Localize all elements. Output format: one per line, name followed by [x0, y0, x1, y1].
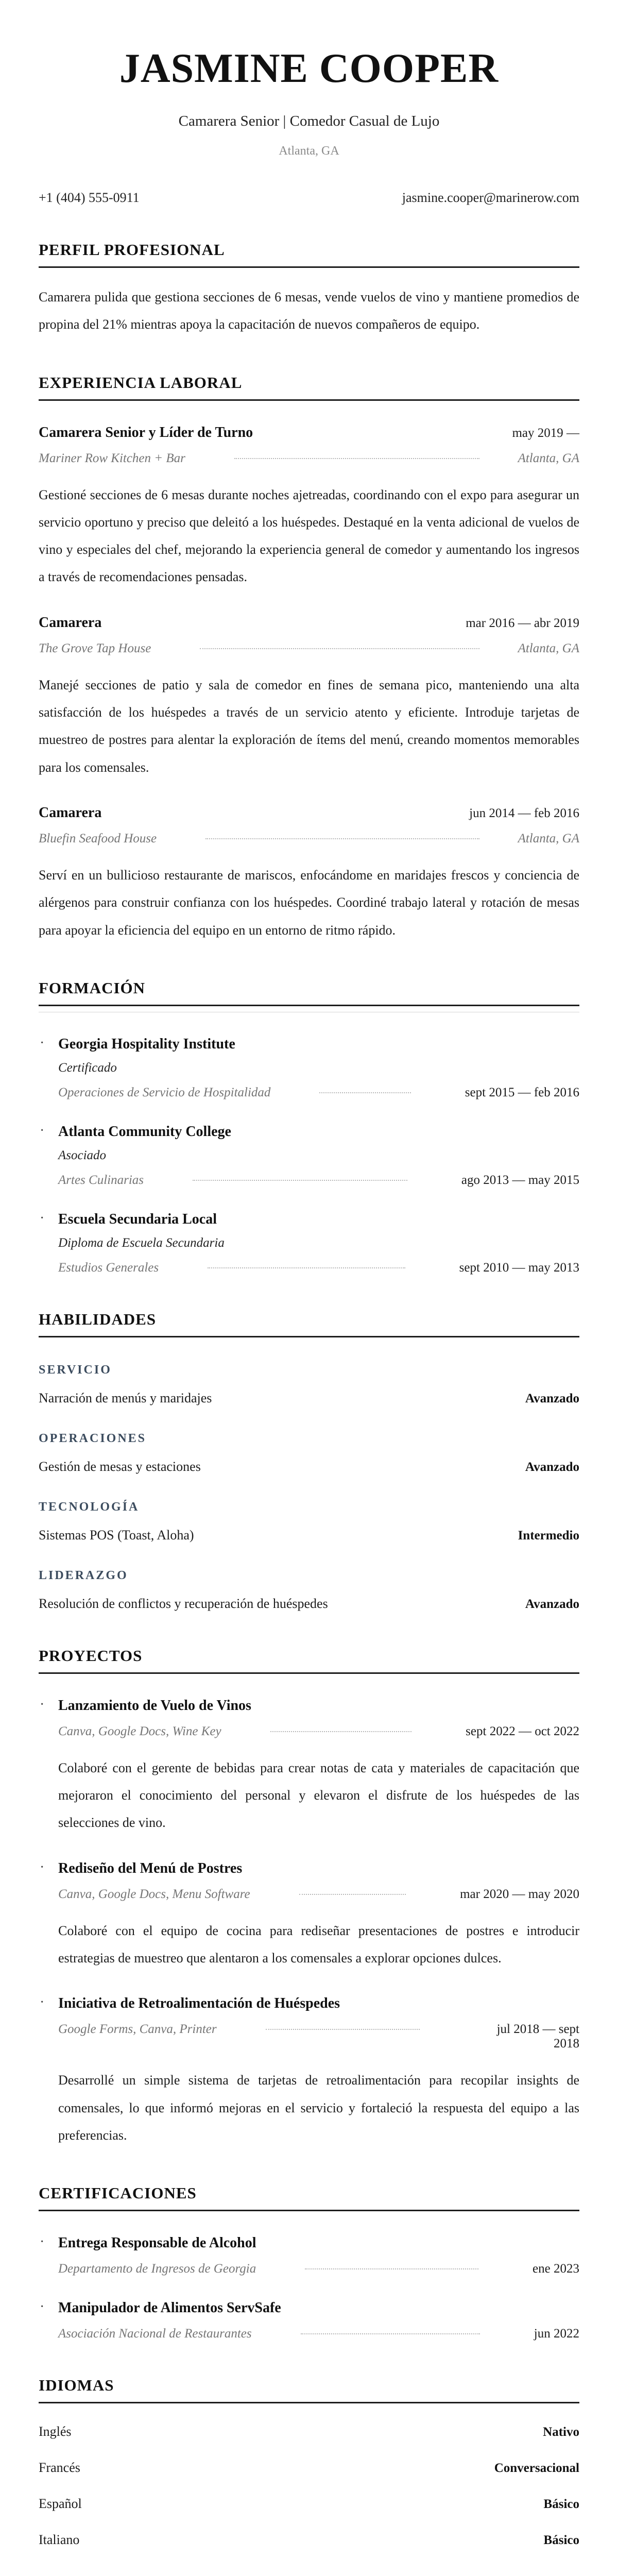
section-title-languages: IDIOMAS: [39, 2376, 579, 2403]
job-dates: may 2019 —: [512, 426, 579, 440]
section-title-education: FORMACIÓN: [39, 979, 579, 1006]
bullet-dot-icon: ·: [40, 1859, 45, 1875]
project-name: Iniciativa de Retroalimentación de Huéspedes: [58, 1995, 340, 2012]
section-languages: [39, 2376, 579, 2548]
skill-row: [39, 1459, 579, 1475]
dotted-leader: [301, 2333, 480, 2334]
skill-name: Resolución de conflictos y recuperación de huéspedes: [39, 1596, 328, 1611]
section-profile: [39, 241, 579, 338]
language-row: [39, 2532, 579, 2548]
skill-row: [39, 1528, 579, 1543]
job-title-row: [39, 425, 579, 441]
language-level: Conversacional: [494, 2461, 579, 2476]
skill-group: [39, 1363, 579, 1406]
skill-level: Avanzado: [525, 1460, 579, 1474]
job-title: Camarera: [39, 804, 102, 821]
skill-row: [39, 1391, 579, 1406]
project-tools-row: [58, 1724, 579, 1739]
project-tools: Canva, Google Docs, Menu Software: [58, 1887, 250, 1901]
certification-issuer: Departamento de Ingresos de Georgia: [58, 2262, 256, 2276]
dotted-leader: [305, 2268, 478, 2269]
job-title-row: [39, 805, 579, 821]
education-entry: [39, 1211, 579, 1275]
language-name: Inglés: [39, 2424, 72, 2439]
dotted-leader: [193, 1180, 407, 1181]
skill-category: LIDERAZGO: [39, 1568, 128, 1582]
skill-level: Avanzado: [525, 1391, 579, 1405]
profile-text: Camarera pulida que gestiona secciones de 6 mesas, vende vuelos de vino y mantiene promedios de propina del 21% mientras apoya la capacitación de nuevos compañeros de equipo.: [39, 290, 579, 332]
school-name: Georgia Hospitality Institute: [58, 1036, 235, 1052]
education-dates: ago 2013 — may 2015: [461, 1173, 579, 1187]
education-entry: [39, 1036, 579, 1100]
dotted-leader: [208, 1267, 405, 1268]
section-education: [39, 979, 579, 1275]
project-name: Rediseño del Menú de Postres: [58, 1860, 243, 1876]
skill-name: Gestión de mesas y estaciones: [39, 1459, 201, 1474]
project-tools: Google Forms, Canva, Printer: [58, 2022, 217, 2037]
field-of-study: Artes Culinarias: [58, 1173, 144, 1187]
section-title-skills: HABILIDADES: [39, 1310, 579, 1337]
section-skills: [39, 1310, 579, 1612]
field-row: [58, 1261, 579, 1275]
language-level: Básico: [543, 2533, 579, 2548]
field-of-study: Operaciones de Servicio de Hospitalidad: [58, 1085, 271, 1099]
skill-group: [39, 1569, 579, 1612]
job-title-row: [39, 615, 579, 631]
job-dates: mar 2016 — abr 2019: [466, 616, 579, 630]
skill-category: SERVICIO: [39, 1363, 112, 1377]
education-dates: sept 2015 — feb 2016: [465, 1085, 579, 1099]
project-tools-row: [58, 1887, 579, 1902]
section-title-projects: PROYECTOS: [39, 1647, 579, 1674]
dotted-leader: [234, 458, 479, 459]
language-name: Italiano: [39, 2532, 80, 2548]
project-entry: [39, 1698, 579, 1837]
certification-name: Entrega Responsable de Alcohol: [58, 2235, 256, 2251]
project-entry: [39, 1860, 579, 1972]
project-dates: sept 2022 — oct 2022: [466, 1724, 579, 1738]
certification-issuer: Asociación Nacional de Restaurantes: [58, 2327, 252, 2341]
job-location: Atlanta, GA: [518, 641, 579, 655]
bullet-dot-icon: ·: [40, 1994, 45, 2011]
job-dates: jun 2014 — feb 2016: [469, 806, 579, 820]
certification-date: jun 2022: [534, 2327, 579, 2341]
language-level: Nativo: [543, 2425, 579, 2439]
project-description: Colaboré con el gerente de bebidas para crear notas de cata y materiales de capacitación que mejoraron el conocimiento del personal y elevaron el disfrute de los huéspedes de las selecciones de vino.: [58, 1760, 579, 1831]
project-entry: [39, 1995, 579, 2149]
person-location: Atlanta, GA: [279, 144, 339, 158]
job-company: Bluefin Seafood House: [39, 831, 157, 845]
bullet-dot-icon: ·: [40, 2234, 45, 2250]
section-title-profile: PERFIL PROFESIONAL: [39, 241, 579, 268]
dotted-leader: [270, 1731, 412, 1732]
degree-name: Asociado: [58, 1148, 107, 1162]
section-projects: [39, 1647, 579, 2149]
dotted-leader: [266, 2029, 420, 2030]
certification-issuer-row: [58, 2327, 579, 2341]
job-description: Manejé secciones de patio y sala de comedor en fines de semana pico, manteniendo una alta satisfacción de los huéspedes a través de un servicio atento y eficiente. Introduje tarjetas de muestreo de postres para alentar la exploración de ítems del menú, creando momentos memorables para los comensales.: [39, 677, 579, 775]
person-headline: Camarera Senior | Comedor Casual de Lujo: [178, 113, 440, 129]
project-name: Lanzamiento de Vuelo de Vinos: [58, 1697, 251, 1714]
bullet-dot-icon: ·: [40, 2299, 45, 2315]
job-entry: [39, 615, 579, 781]
certification-name: Manipulador de Alimentos ServSafe: [58, 2300, 281, 2316]
skill-level: Avanzado: [525, 1597, 579, 1611]
dotted-leader: [319, 1092, 410, 1093]
education-dates: sept 2010 — may 2013: [459, 1260, 579, 1275]
job-location: Atlanta, GA: [518, 451, 579, 465]
degree-name: Diploma de Escuela Secundaria: [58, 1235, 225, 1250]
dotted-leader: [205, 838, 479, 839]
job-company: The Grove Tap House: [39, 641, 151, 655]
phone-number: +1 (404) 555-0911: [39, 190, 140, 205]
skill-row: [39, 1596, 579, 1612]
job-location: Atlanta, GA: [518, 831, 579, 845]
skill-category: TECNOLOGÍA: [39, 1500, 140, 1514]
dotted-leader: [200, 648, 479, 649]
resume-header: [39, 45, 579, 206]
skill-name: Narración de menús y maridajes: [39, 1390, 212, 1405]
certification-entry: [39, 2300, 579, 2341]
language-name: Español: [39, 2496, 82, 2512]
school-name: Atlanta Community College: [58, 1123, 231, 1140]
job-company: Mariner Row Kitchen + Bar: [39, 451, 185, 465]
section-title-certifications: CERTIFICACIONES: [39, 2184, 579, 2211]
field-row: [58, 1086, 579, 1100]
skill-group: [39, 1500, 579, 1543]
bullet-dot-icon: ·: [40, 1122, 45, 1139]
bullet-dot-icon: ·: [40, 1035, 45, 1051]
skill-level: Intermedio: [518, 1528, 579, 1543]
bullet-dot-icon: ·: [40, 1696, 45, 1713]
language-name: Francés: [39, 2460, 80, 2476]
project-description: Desarrollé un simple sistema de tarjetas de retroalimentación para recopilar insights de comensales, lo que informó mejoras en el servicio y fortaleció la respuesta del equipo a las preferencias.: [58, 2073, 579, 2143]
person-name: JASMINE COOPER: [119, 46, 499, 91]
job-company-row: [39, 451, 579, 466]
skill-group: [39, 1432, 579, 1475]
section-certifications: [39, 2184, 579, 2341]
language-level: Básico: [543, 2497, 579, 2512]
certification-issuer-row: [58, 2262, 579, 2276]
email-address: jasmine.cooper@marinerow.com: [402, 190, 579, 205]
field-of-study: Estudios Generales: [58, 1260, 159, 1275]
certification-entry: [39, 2235, 579, 2276]
bullet-dot-icon: ·: [40, 1210, 45, 1226]
contact-row: [39, 190, 579, 206]
job-company-row: [39, 832, 579, 846]
language-row: [39, 2424, 579, 2439]
job-description: Gestioné secciones de 6 mesas durante noches ajetreadas, coordinando con el expo para asegurar un servicio oportuno y preciso que deleitó a los huéspedes. Destaqué en la venta adicional de vuelos de vino y especiales del chef, mejorando la experiencia general de comedor y aumentando los ingresos a través de recomendaciones pensadas.: [39, 487, 579, 585]
degree-name: Certificado: [58, 1060, 117, 1075]
skill-name: Sistemas POS (Toast, Aloha): [39, 1527, 194, 1543]
section-title-experience: EXPERIENCIA LABORAL: [39, 374, 579, 401]
skill-category: OPERACIONES: [39, 1431, 147, 1445]
project-dates: mar 2020 — may 2020: [460, 1887, 579, 1901]
school-name: Escuela Secundaria Local: [58, 1211, 217, 1227]
project-dates: jul 2018 — sept 2018: [496, 2022, 579, 2051]
project-description: Colaboré con el equipo de cocina para rediseñar presentaciones de postres e introducir estrategias de muestreo que alentaron a los comensales a explorar opciones dulces.: [58, 1923, 579, 1966]
certification-date: ene 2023: [533, 2262, 579, 2276]
education-entry: [39, 1124, 579, 1188]
project-tools: Canva, Google Docs, Wine Key: [58, 1724, 221, 1738]
project-tools-row: [58, 2022, 579, 2051]
job-title: Camarera: [39, 614, 102, 631]
section-experience: [39, 374, 579, 944]
job-description: Serví en un bullicioso restaurante de mariscos, enfocándome en maridajes frescos y conciencia de alérgenos para construir confianza con los huéspedes. Coordiné trabajo lateral y rotación de mesas para apoyar la eficiencia del equipo en un entorno de ritmo rápido.: [39, 867, 579, 938]
field-row: [58, 1173, 579, 1188]
job-entry: [39, 425, 579, 591]
dotted-leader: [299, 1894, 406, 1895]
job-title: Camarera Senior y Líder de Turno: [39, 424, 253, 440]
job-company-row: [39, 641, 579, 656]
language-row: [39, 2460, 579, 2476]
job-entry: [39, 805, 579, 944]
